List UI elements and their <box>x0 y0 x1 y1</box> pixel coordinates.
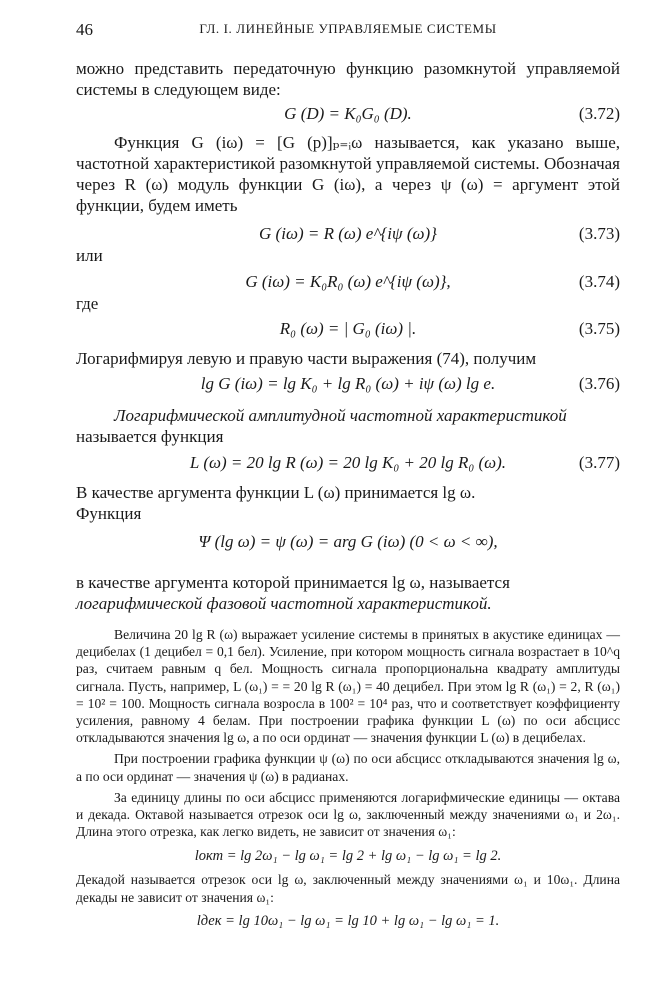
equation-3-75 <box>76 317 620 340</box>
equation-octave <box>76 845 620 867</box>
equation-3-74 <box>76 270 620 293</box>
page-header <box>76 20 620 42</box>
paragraph-phase-definition <box>76 572 620 614</box>
equation-3-76 <box>76 372 620 395</box>
equation-3-73 <box>76 222 620 245</box>
equation-formula: R₀ (ω) = | G₀ (iω) |. <box>279 319 417 338</box>
equation-formula: G (iω) = K₀R₀ (ω) e^{iψ (ω)}, <box>245 272 451 291</box>
equation-decade <box>76 910 620 932</box>
paragraph-phase-graph: При построении графика функции ψ (ω) по оси абсцисс откладываются значения lg ω, а по оси ординат — значения ψ (ω) в радианах. <box>76 751 620 784</box>
equation-number: (3.74) <box>578 272 620 291</box>
amplitude-term-rest: называется функция <box>76 427 224 446</box>
word-ili: или <box>76 246 103 265</box>
equation-formula: G (iω) = R (ω) e^{iψ (ω)} <box>259 224 437 243</box>
equation-3-77 <box>76 451 620 474</box>
equation-formula: lg G (iω) = lg K₀ + lg R₀ (ω) + iψ (ω) lg e. <box>200 374 496 393</box>
equation-formula: lокт = lg 2ω₁ − lg ω₁ = lg 2 + lg ω₁ − lg ω₁ = lg 2. <box>194 848 502 865</box>
page-body <box>76 58 620 932</box>
equation-psi <box>76 530 620 558</box>
amplitude-term: Логарифмической амплитудной частотной характеристикой <box>114 406 567 425</box>
paragraph-argument: В качестве аргумента функции L (ω) принимается lg ω. <box>76 483 476 502</box>
equation-formula: L (ω) = 20 lg R (ω) = 20 lg K₀ + 20 lg R₀ (ω). <box>189 453 507 472</box>
equation-number: (3.73) <box>578 224 620 243</box>
phase-lead: в качестве аргумента которой принимается lg ω, называется <box>76 573 510 592</box>
paragraph-decade: Декадой называется отрезок оси lg ω, заключенный между значениями ω₁ и 10ω₁. Длина декады не зависит от значения ω₁: <box>76 872 620 905</box>
equation-formula: G (D) = K₀G₀ (D). <box>284 104 412 123</box>
paragraph-decibels: Величина 20 lg R (ω) выражает усиление системы в принятых в акустике единицах — децибелах (1 децибел = 0,1 бел). Усиление, при котором мощность сигнала возрастает в 10^q раз, считаем равным q бел. Мощность сигнала пропорциональна квадрату амплитуды сигнала. Пусть, например, L (ω₁) = = 20 lg R (ω₁) = 40 децибел. При этом lg R (ω₁) = 2, R (ω₁) = 10² = 100. Мощность сигнала возросла в 100² = 10⁴ раз, что и соответствует коэффициенту усиления, равному 4 белам. При построении графика функции L (ω) по оси абсцисс откладываются значения lg ω, а по оси ординат — значения функции L (ω) в децибелах. <box>76 627 620 746</box>
equation-number: (3.75) <box>578 319 620 338</box>
equation-3-72 <box>76 102 620 125</box>
word-function: Функция <box>76 504 142 523</box>
equation-number: (3.72) <box>578 104 620 123</box>
paragraph-logarithm: Логарифмируя левую и правую части выражения (74), получим <box>76 349 537 368</box>
page-number: 46 <box>76 20 93 39</box>
equation-number: (3.76) <box>578 374 620 393</box>
paragraph-amplitude-definition <box>76 405 620 447</box>
equation-formula: lдек = lg 10ω₁ − lg ω₁ = lg 10 + lg ω₁ − lg ω₁ = 1. <box>196 912 500 929</box>
running-head: ГЛ. I. ЛИНЕЙНЫЕ УПРАВЛЯЕМЫЕ СИСТЕМЫ <box>199 21 497 36</box>
equation-number: (3.77) <box>578 453 620 472</box>
word-gde: где <box>76 294 99 313</box>
paragraph-octave: За единицу длины по оси абсцисс применяются логарифмические единицы — октава и декада. Октавой называется отрезок оси lg ω, заключенный между значениями ω₁ и 2ω₁. Длина этого отрезка, как легко видеть, не зависит от значения ω₁: <box>76 789 620 840</box>
equation-formula: Ψ (lg ω) = ψ (ω) = arg G (iω) (0 < ω < ∞), <box>198 532 498 551</box>
phase-term: логарифмической фазовой частотной характеристикой. <box>76 594 492 613</box>
paragraph-intro: можно представить передаточную функцию разомкнутой управляемой системы в следующем виде: <box>76 59 620 99</box>
paragraph-frequency-response: Функция G (iω) = [G (p)]ₚ₌ᵢω называется, как указано выше, частотной характеристикой разомкнутой управляемой системы. Обозначая через R (ω) модуль функции G (iω), а через ψ (ω) = аргумент этой функции, будем иметь <box>76 133 620 215</box>
